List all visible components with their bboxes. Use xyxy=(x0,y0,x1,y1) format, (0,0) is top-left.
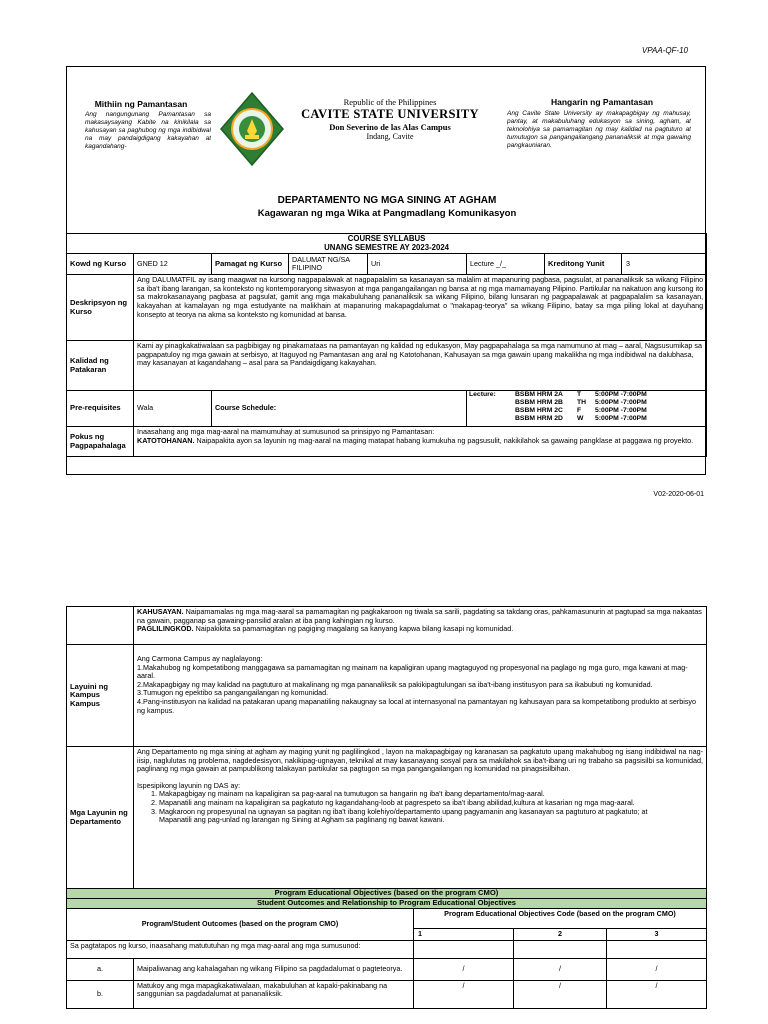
schedule-list xyxy=(515,391,704,423)
hangarin-title: Hangarin ng Pamantasan xyxy=(550,97,654,107)
outcome-mark: / xyxy=(607,958,707,980)
outcome-letter: a. xyxy=(67,958,134,980)
mithiin-title: Mithiin ng Pamantasan xyxy=(94,99,188,109)
quality-policy-label: Kalidad ng Patakaran xyxy=(67,341,134,391)
department-title: DEPARTAMENTO NG MGA SINING AT AGHAM xyxy=(277,195,497,206)
campus-goal-item: 3.Tumugon ng epektibo sa pangangailangan ng komunidad. xyxy=(137,688,329,698)
outcome-letter: b. xyxy=(67,980,134,1008)
course-code-value: GNED 12 xyxy=(134,254,212,275)
department-goals-label: Mga Layunin ng Departamento xyxy=(67,747,134,889)
quality-policy-text: Kami ay pinagkakatiwalaan sa pagbibigay ng pinakamataas na pamantayan ng kalidad ng edukasyon, May pagpapahalaga sa mga namumuno at mag – aaral, Nagsusumikap sa pagpapatuloy ng mga gawain at serbisyo, at Itaguyod ng Pamantasan ang aral ng Katotohanan, Kahusayan sa mga gawain upang makalikha ng mga indibidwal na dalubhasa, may kasanayan at kagandahang – asal para sa Pandaigdigang kakayahan. xyxy=(134,341,707,391)
peo-code-header: Program Educational Objectives Code (based on the program CMO) xyxy=(414,909,707,929)
kahusayan-text: Naipamamalas ng mga mag-aaral sa pamamagitan ng pagkakaroon ng tiwala sa sarili, pagdating sa takdang oras, pahkamasunurin at pagtupad sa mga nakaatas na gawain, pagganap sa gawaing-pansilid aralan at iba pang kahingian ng kurso. xyxy=(137,607,702,625)
outcome-row-b xyxy=(67,980,707,1008)
peo-code-1: 1 xyxy=(414,929,514,941)
focus-intro: Inaasahang ang mga mag-aaral na mamumuhay at sumusunod sa prinsipyo ng Pamantasan: xyxy=(137,427,435,437)
outcomes-column-header: Program/Student Outcomes (based on the program CMO) xyxy=(67,909,414,941)
schedule-row: BSBM HRM 2D W 5:00PM -7:00PM xyxy=(515,415,647,423)
department-goals-intro: Ang Departamento ng mga sining at agham ay maging yunit ng paglilingkod , layon na makapagbigay ng karanasan sa pagkatuto upang makahubog ng isang indibidwal na nag-iisip, naglulutas ng problema, nagdedesisyon, nakikipag-ugnayan, teknikal at may kasanayang sosyal para sa makilahok sa iba't-ibang uri ng trabaho sa pagsisilbi sa komunidad, paglinang ng mga gawain at pampublikong talakayan partikular sa pagtugon sa mga pangangailangan ng komunidad na pinagsisilbihan. xyxy=(137,747,703,774)
syllabus-page-1 xyxy=(66,66,706,475)
focus-key: KATOTOHANAN. xyxy=(137,435,195,445)
outcome-mark: / xyxy=(414,958,514,980)
campus-goals-intro: Ang Carmona Campus ay naglalayong: xyxy=(137,654,263,663)
outcome-mark: / xyxy=(514,980,607,1008)
campus-goal-item: 1.Makahubog ng kompetatibong manggagawa sa pamamagitan ng mainam na kapaligiran upang magtaguyod ng propesyonal na paglago ng mga guro, mga kawani at mag-aaral. xyxy=(137,662,688,681)
description-label: Deskripsyon ng Kurso xyxy=(67,275,134,341)
university-name: CAVITE STATE UNIVERSITY xyxy=(301,107,479,121)
department-subtitle: Kagawaran ng mga Wika at Pangmadlang Komunikasyon xyxy=(257,208,517,219)
document-code: VPAA-QF-10 xyxy=(641,46,688,55)
campus-name: Don Severino de las Alas Campus xyxy=(329,122,451,132)
peo-code-2: 2 xyxy=(514,929,607,941)
course-title-value: DALUMAT NG/SA FILIPINO xyxy=(289,254,368,275)
outcome-mark: / xyxy=(607,980,707,1008)
objectives-table xyxy=(66,606,707,1009)
version-code: V02-2020-06-01 xyxy=(653,491,704,498)
outcome-row-a xyxy=(67,958,707,980)
focus-text: Naipapakita ayon sa layunin ng mag-aaral na maging matapat habang kumukuha ng pagsusulit, nakikilahok sa gawaing pangklase at paggawa ng proyekto. xyxy=(194,435,694,445)
units-value: 3 xyxy=(626,258,630,268)
description-text: Ang DALUMATFIL ay isang maagwat na kursong nagpapalawak at nagpapalalim sa kasanayan sa malalim at mapanuring pagbasa, pagsulat, at pananaliksik sa wikang Filipino sa iba't ibang larangan, sa konteksto ng kontemporaryong sitwasyon at mga pangangailangan ng bansa at ng mga mamamayang Pilipino. Partikular na nakatuon ang kursong ito sa makrokasanayang pagbasa at pagsulat, gamit ang mga makabuluhang pananaliksik sa wikang Filipino, bilang lunsaran ng pagpapalawak at pagpapalalim sa kasanayan, kakayahan at kamalayan ng mga estudyante na malikhain at mapanuring makapagdalumat o "makapag-teorya" sa wikang Filipino, batay sa mga piling lokal at dayuhang konsepto at teorya na akma sa konteksto ng komunidad at bansa. xyxy=(134,275,707,341)
republic-text: Republic of the Philippines xyxy=(343,97,437,107)
student-outcomes-title: Student Outcomes and Relationship to Program Educational Objectives xyxy=(67,899,707,909)
department-goal-item: 2. Mapanatili ang mainam na kapaligiran sa pagkatuto ng kagandahang-loob at pagrespeto sa iba't ibang abilidad,kultura at kasarian ng mga mag-aaral. xyxy=(159,799,703,808)
outcome-text: Matukoy ang mga mapagkakatiwalaan, makabuluhan at kapaki-pakinabang na sanggunian sa pagdadalumat at pananaliksik. xyxy=(134,980,414,1008)
prerequisites-label: Pre-requisites xyxy=(67,391,134,427)
department-goal-last: Mapanatili ang pag-unlad ng larangan ng Sining at Agham sa paglinang ng bawat kawani. xyxy=(159,815,445,825)
campus-goals-label: Layuini ng Kampus Kampus xyxy=(67,645,134,747)
peo-title: Program Educational Objectives (based on the program CMO) xyxy=(67,889,707,899)
syllabus-page-2 xyxy=(66,606,706,1020)
paglilingkod-key: PAGLILINGKOD. xyxy=(137,624,194,634)
location-text: Indang, Cavite xyxy=(366,132,414,141)
outcome-mark: / xyxy=(514,958,607,980)
department-goals-list xyxy=(137,790,703,816)
outcome-text: Maipaliwanag ang kahalagahan ng wikang Filipino sa pagdadalumat o pagteteorya. xyxy=(134,958,414,980)
course-info-table xyxy=(66,233,707,457)
mithiin-text: Ang nangungunang Pamantasan sa makasaysayang Kabite na kinikilala sa kahusayan sa paghubog ng mga indibidwal na may pandaigdigang kakayahan at kagandahang- xyxy=(85,111,211,150)
outcome-mark: / xyxy=(414,980,514,1008)
focus-label: Pokus ng Pagpapahalaga xyxy=(67,427,134,457)
schedule-label: Course Schedule: xyxy=(212,391,467,427)
hangarin-text: Ang Cavite State University ay makapagbigay ng mahusay, pantay, at makabuluhang edukasyon sa sining, agham, at teknolohiya sa pamamagitan ng may kalidad na pagtuturo at tumutugon sa pangangailangang pananaliksik at mga gawaing pangkauniaran. xyxy=(507,110,691,149)
course-code-label: Kowd ng Kurso xyxy=(67,254,134,275)
kahusayan-key: KAHUSAYAN. xyxy=(137,607,184,616)
syllabus-title: COURSE SYLLABUS xyxy=(347,234,426,243)
course-type-label: Uri xyxy=(368,254,467,275)
schedule-row: BSBM HRM 2A T 5:00PM -7:00PM xyxy=(515,391,647,399)
paglilingkod-text: Naipakikita sa pamamagitan ng pagiging magalang sa kanyang kapwa bilang kasapi ng komunidad. xyxy=(193,624,514,634)
lecture-word: Lecture: xyxy=(469,391,496,399)
semester-text: UNANG SEMESTRE AY 2023-2024 xyxy=(324,242,450,252)
course-title-label: Pamagat ng Kurso xyxy=(212,254,289,275)
peo-code-3: 3 xyxy=(607,929,707,941)
department-goal-item: 1. Makapagbigay ng mainam na kapaligiran sa pag-aaral na tumutugon sa hangarin ng iba't ibang departamento/mag-aaral. xyxy=(159,790,703,799)
units-label: Kreditong Yunit xyxy=(545,254,622,274)
prerequisites-value: Wala xyxy=(134,391,212,427)
outcomes-intro-row: Sa pagtatapos ng kurso, inaasahang matututuhan ng mga mag-aaral ang mga sumusunod: xyxy=(67,940,414,958)
lecture-label: Lecture _/_ xyxy=(467,254,545,275)
campus-goal-item: 4.Pang-institusyon na kalidad na patakaran upang mapanatiling nakaugnay sa local at internasyonal na pamantayan ng kahusayan para sa kompetatibong produkto at serbisyo ng kampus. xyxy=(137,696,697,715)
schedule-row: BSBM HRM 2B TH 5:00PM -7:00PM xyxy=(515,399,647,407)
department-specific-label: Ispesipikong layunin ng DAS ay: xyxy=(137,780,241,790)
department-goal-item: 3. Magkaroon ng propesyunal na ugnayan sa pagitan ng iba't ibang kolehiyo/departamento upang pagyamanin ang kasanayan sa pagtuturo at pagkatuto; at xyxy=(159,808,703,817)
schedule-row: BSBM HRM 2C F 5:00PM -7:00PM xyxy=(515,407,647,415)
campus-goal-item: 2.Makapagbigay ng may kalidad na pagtuturo at makalinang ng mga pananaliksik sa pakikipagtulungan sa iba't-ibang institusyon para sa ikabubuti ng komunidad. xyxy=(137,679,653,689)
